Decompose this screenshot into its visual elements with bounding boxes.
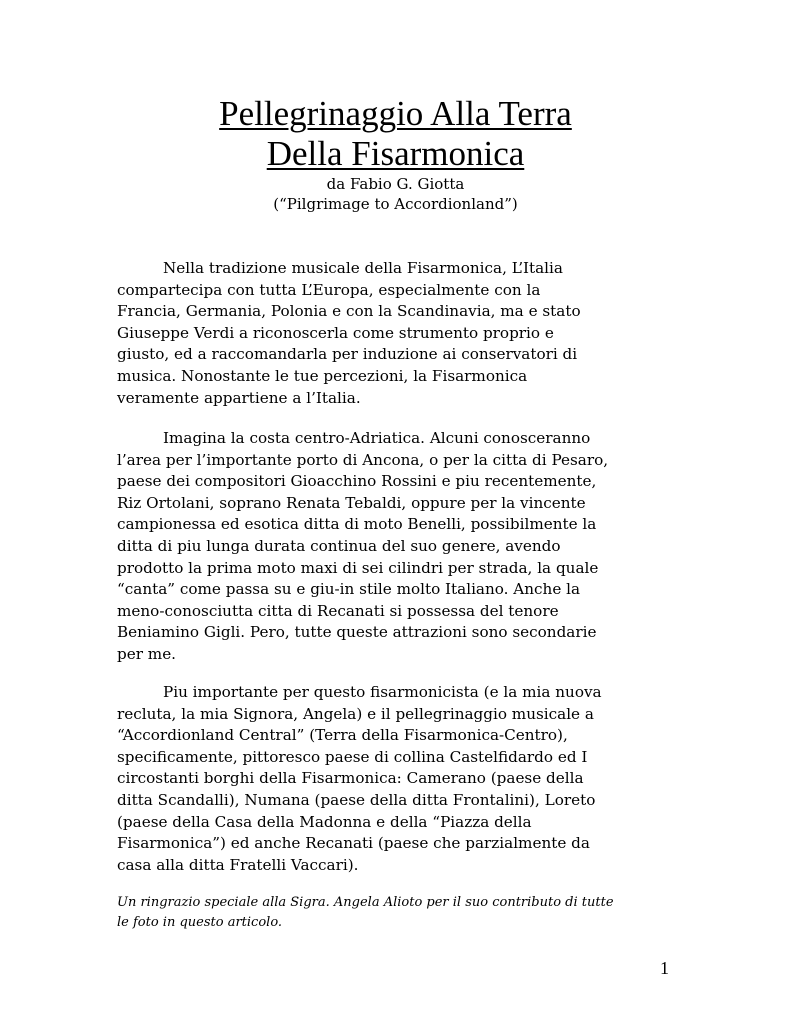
credit-line: Un ringrazio speciale alla Sigra. Angela Alioto per il suo contributo di tutte <box>117 895 614 910</box>
paragraph-2 <box>117 428 697 666</box>
paragraph-3 <box>117 682 697 876</box>
credit-line: le foto in questo articolo. <box>117 915 283 930</box>
paragraph-line: veramente appartiene a l’Italia. <box>117 388 361 407</box>
paragraph-line: compartecipa con tutta L’Europa, especialmente con la <box>117 280 541 299</box>
document-title-line-1: Pellegrinaggio Alla Terra <box>219 94 572 133</box>
paragraph-line: meno-conosciutta citta di Recanati si possessa del tenore <box>117 601 559 620</box>
paragraph-line: Riz Ortolani, soprano Renata Tebaldi, oppure per la vincente <box>117 493 586 512</box>
document-title-line-2: Della Fisarmonica <box>266 134 525 173</box>
paragraph-line: recluta, la mia Signora, Angela) e il pellegrinaggio musicale a <box>117 704 594 723</box>
english-title: (“Pilgrimage to Accordionland”) <box>273 195 518 213</box>
photo-credit <box>117 893 697 933</box>
page-number: 1 <box>660 958 669 978</box>
paragraph-line: musica. Nonostante le tue percezioni, la Fisarmonica <box>117 366 528 385</box>
paragraph-line: ditta Scandalli), Numana (paese della ditta Frontalini), Loreto <box>117 790 596 809</box>
paragraph-line: Francia, Germania, Polonia e con la Scandinavia, ma e stato <box>117 302 581 321</box>
paragraph-line: l’area per l’importante porto di Ancona, o per la citta di Pesaro, <box>117 450 609 469</box>
paragraph-line: ditta di piu lunga durata continua del suo genere, avendo <box>117 536 561 555</box>
paragraph-line: Giuseppe Verdi a riconoscerla come strumento proprio e <box>117 323 554 342</box>
paragraph-line: “Accordionland Central” (Terra della Fisarmonica-Centro), <box>117 726 568 745</box>
paragraph-line: paese dei compositori Gioacchino Rossini e piu recentemente, <box>117 472 597 491</box>
paragraph-line: per me. <box>117 644 177 663</box>
paragraph-line: prodotto la prima moto maxi di sei cilindri per strada, la quale <box>117 558 599 577</box>
paragraph-line: Fisarmonica”) ed anche Recanati (paese che parzialmente da <box>117 834 590 853</box>
byline: da Fabio G. Giotta <box>326 175 465 193</box>
paragraph-line: circostanti borghi della Fisarmonica: Camerano (paese della <box>117 769 584 788</box>
paragraph-line: specificamente, pittoresco paese di collina Castelfidardo ed I <box>117 747 588 766</box>
paragraph-line: Imagina la costa centro-Adriatica. Alcuni conosceranno <box>163 429 591 447</box>
paragraph-line: (paese della Casa della Madonna e della “Piazza della <box>117 812 532 831</box>
paragraph-line: Nella tradizione musicale della Fisarmonica, L’Italia <box>163 259 563 277</box>
paragraph-line: giusto, ed a raccomandarla per induzione ai conservatori di <box>117 345 578 364</box>
paragraph-line: campionessa ed esotica ditta di moto Benelli, possibilmente la <box>117 515 597 534</box>
paragraph-1 <box>117 258 697 409</box>
paragraph-line: “canta” come passa su e giu-in stile molto Italiano. Anche la <box>117 580 581 599</box>
paragraph-line: casa alla ditta Fratelli Vaccari). <box>117 855 359 874</box>
paragraph-line: Beniamino Gigli. Pero, tutte queste attrazioni sono secondarie <box>117 623 597 642</box>
paragraph-line: Piu importante per questo fisarmonicista (e la mia nuova <box>163 683 602 701</box>
